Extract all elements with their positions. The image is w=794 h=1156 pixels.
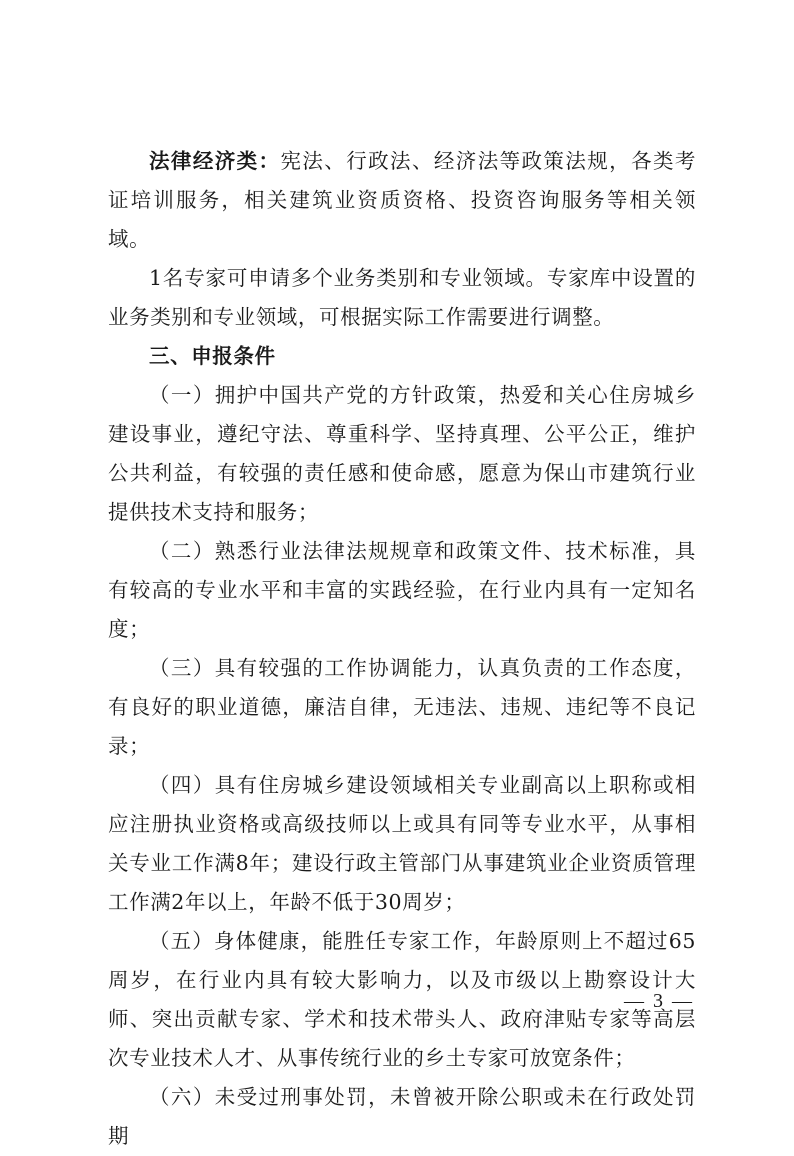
- paragraph-lead: 法律经济类：: [149, 149, 281, 173]
- document-body: [108, 142, 696, 1156]
- section-heading: 三、申报条件: [149, 344, 276, 368]
- condition-2: （二）熟悉行业法律法规规章和政策文件、技术标准，具有较高的专业水平和丰富的实践经验，在行业内具有一定知名度；: [108, 539, 696, 641]
- page-number: — 3 —: [624, 990, 694, 1012]
- paragraph-multiple-categories: 1名专家可申请多个业务类别和专业领域。专家库中设置的业务类别和专业领域，可根据实际工作需要进行调整。: [108, 266, 696, 329]
- paragraph-legal-economic: [108, 142, 696, 259]
- condition-3: （三）具有较强的工作协调能力，认真负责的工作态度，有良好的职业道德，廉洁自律，无违法、违规、违纪等不良记录；: [108, 656, 696, 758]
- condition-6: （六）未受过刑事处罚，未曾被开除公职或未在行政处罚期: [108, 1085, 696, 1148]
- condition-5: （五）身体健康，能胜任专家工作，年龄原则上不超过65周岁，在行业内具有较大影响力，以及市级以上勘察设计大师、突出贡献专家、学术和技术带头人、政府津贴专家等高层次专业技术人才、从事传统行业的乡土专家可放宽条件；: [108, 929, 696, 1070]
- paragraph-text: 宪法、行政法、经济法等政策法规，各类考证培训服务，相关建筑业资质资格、投资咨询服务等相关领域。: [108, 149, 696, 251]
- condition-4: （四）具有住房城乡建设领域相关专业副高以上职称或相应注册执业资格或高级技师以上或具有同等专业水平，从事相关专业工作满8年；建设行政主管部门从事建筑业企业资质管理工作满2年以上，年龄不低于30周岁；: [108, 773, 696, 914]
- condition-1: （一）拥护中国共产党的方针政策，热爱和关心住房城乡建设事业，遵纪守法、尊重科学、坚持真理、公平公正，维护公共利益，有较强的责任感和使命感，愿意为保山市建筑行业提供技术支持和服务；: [108, 383, 696, 524]
